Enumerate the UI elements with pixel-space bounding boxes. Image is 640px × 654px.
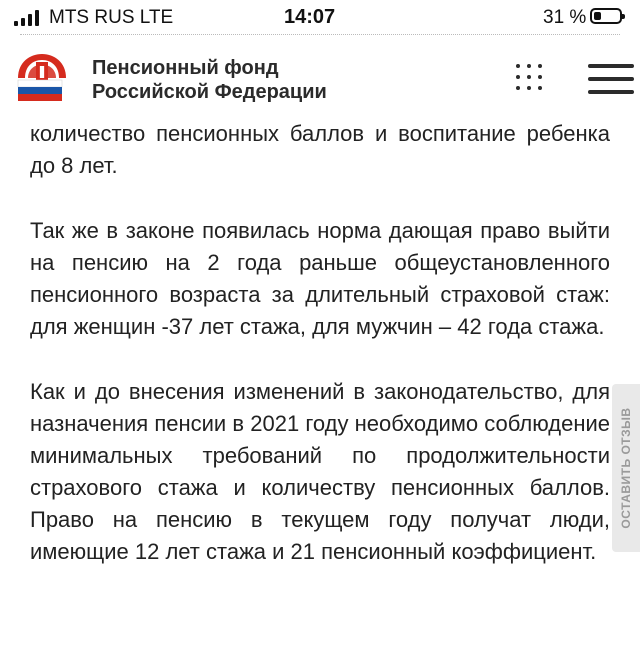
clock: 14:07 bbox=[284, 6, 336, 28]
org-name-line1: Пенсионный фонд bbox=[92, 57, 279, 79]
carrier-label: MTS RUS LTE bbox=[49, 7, 174, 28]
battery-percent: 31 % bbox=[543, 7, 587, 28]
status-bar bbox=[0, 0, 640, 34]
signal-strength-icon bbox=[14, 10, 39, 26]
feedback-tab[interactable] bbox=[612, 384, 640, 552]
battery-icon bbox=[590, 8, 622, 24]
article-body bbox=[30, 118, 610, 601]
feedback-tab-label: ОСТАВИТЬ ОТЗЫВ bbox=[619, 407, 633, 529]
org-name[interactable] bbox=[92, 56, 327, 104]
battery-level bbox=[594, 12, 601, 20]
site-header bbox=[0, 34, 640, 126]
article-paragraph: количество пенсионных баллов и воспитание ребенка до 8 лет. bbox=[30, 121, 610, 178]
article-paragraph: Как и до внесения изменений в законодательство, для назначения пенсии в 2021 году необходимо соблюдение минимальных требований по продолжительности страхового стажа и количеству пенсионных баллов. Право на пенсию в текущем году получат люди, имеющие 12 лет стажа и 21 пенсионный коэффициент. bbox=[30, 379, 610, 564]
pfr-logo[interactable] bbox=[14, 50, 70, 104]
apps-grid-icon[interactable] bbox=[514, 62, 544, 92]
article-paragraph: Так же в законе появилась норма дающая право выйти на пенсию на 2 года раньше общеустановленного пенсионного возраста за длительный страховой стаж: для женщин -37 лет стажа, для мужчин – 42 года стажа. bbox=[30, 218, 610, 339]
header-divider bbox=[0, 34, 640, 42]
hamburger-menu-icon[interactable] bbox=[588, 64, 634, 96]
org-name-line2: Российской Федерации bbox=[92, 81, 327, 103]
